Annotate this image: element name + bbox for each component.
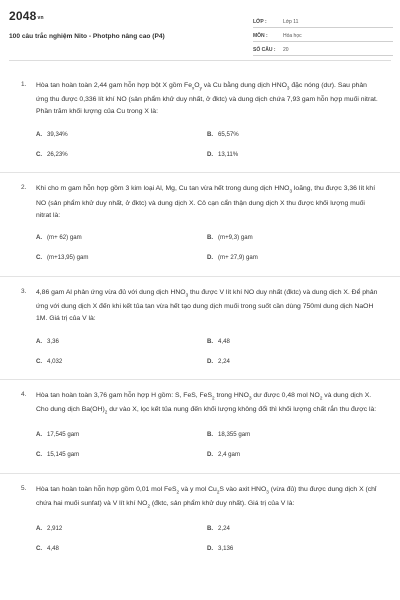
option-label: D. xyxy=(207,451,214,459)
page-header xyxy=(0,0,400,62)
option-value: 4,48 xyxy=(218,337,230,345)
option-label: A. xyxy=(36,130,43,138)
option-value: (m+13,95) gam xyxy=(47,254,89,262)
meta-key: MÔN : xyxy=(253,33,268,39)
logo-suffix: vn xyxy=(37,15,44,21)
option-value: 65,57% xyxy=(218,130,239,138)
option-label: A. xyxy=(36,431,43,439)
option-label: D. xyxy=(207,254,214,262)
question-text: Khi cho m gam hỗn hợp gồm 3 kim loại Al, Mg, Cu tan vừa hết trong dung dịch $HNO_3$ loãng, thu được 3,36 lít khí NO (sản phẩm khử duy nhất, ở đktc) và dung dịch X. Cô cạn cẩn thận dung dịch X thu được khối lượng muối nitrat là: xyxy=(36,185,376,219)
question-number: 1. xyxy=(21,81,27,88)
option-value: 4,48 xyxy=(47,545,59,553)
option-label: B. xyxy=(207,431,214,439)
option-label: D. xyxy=(207,545,214,553)
option-label: A. xyxy=(36,525,43,533)
answer-option-d[interactable] xyxy=(207,445,378,465)
question-item xyxy=(0,172,400,275)
option-value: 15,145 gam xyxy=(47,451,80,459)
question-item xyxy=(0,276,400,379)
option-value: 2,912 xyxy=(47,525,63,533)
option-value: (m+9,3) gam xyxy=(218,234,253,242)
question-number: 3. xyxy=(21,287,27,295)
meta-value: Lớp 11 xyxy=(283,19,299,25)
meta-row xyxy=(253,14,393,28)
answer-option-b[interactable] xyxy=(207,425,378,445)
answer-option-a[interactable] xyxy=(36,331,207,351)
option-label: C. xyxy=(36,357,43,365)
option-label: A. xyxy=(36,337,43,345)
answer-option-b[interactable] xyxy=(207,519,378,539)
option-label: D. xyxy=(207,357,214,365)
option-label: B. xyxy=(207,130,214,138)
answer-option-a[interactable] xyxy=(36,124,207,144)
answer-options xyxy=(36,519,378,567)
option-value: 13,11% xyxy=(218,150,239,158)
question-number: 2. xyxy=(21,184,27,192)
question-item xyxy=(0,70,400,172)
option-label: D. xyxy=(207,150,214,158)
answer-option-a[interactable] xyxy=(36,425,207,445)
option-value: (m+ 62) gam xyxy=(47,234,82,242)
answer-option-d[interactable] xyxy=(207,539,378,559)
answer-option-a[interactable] xyxy=(36,519,207,539)
answer-options xyxy=(36,228,378,276)
meta-value: 20 xyxy=(283,47,289,53)
answer-option-d[interactable] xyxy=(207,351,378,371)
answer-option-c[interactable] xyxy=(36,351,207,371)
answer-option-c[interactable] xyxy=(36,539,207,559)
question-number: 4. xyxy=(21,391,27,399)
question-number: 5. xyxy=(21,484,27,492)
meta-key: SỐ CÂU : xyxy=(253,47,276,53)
question-text: Hòa tan hoàn toàn 2,44 gam hỗn hợp bột X gồm $Fe_xO_y$ và Cu bằng dung dịch $HNO_3$ đặc nóng (dư). Sau phản ứng thu được 0,336 lít khí NO (sản phẩm khử duy nhất, ở đktc) và dung dịch chứa 7,93 gam hỗn hợp muối nitrat. Phần trăm khối lượng của Cu trong X là: xyxy=(36,82,378,116)
question-item xyxy=(0,379,400,473)
meta-row xyxy=(253,28,393,42)
meta-key: LỚP : xyxy=(253,19,267,25)
page-title: 100 câu trắc nghiệm Nito - Photpho nâng cao (P4) xyxy=(9,33,165,40)
option-label: B. xyxy=(207,234,214,242)
option-value: 3,36 xyxy=(47,337,59,345)
logo-text: 2048 xyxy=(9,9,37,23)
question-list xyxy=(0,70,400,567)
answer-option-d[interactable] xyxy=(207,248,378,268)
meta-table xyxy=(253,14,393,56)
option-value: 2,24 xyxy=(218,357,230,365)
option-value: 4,032 xyxy=(47,357,63,365)
option-value: (m+ 27,9) gam xyxy=(218,254,258,262)
question-text: 4,86 gam Al phản ứng vừa đủ với dung dịch $HNO_3$ thu được V lít khí NO duy nhất (đktc) và dung dịch X. Để phản ứng với dung dịch X đến khi kết tủa tan vừa hết tạo dung dịch muối trong suốt cần dùng 750ml dung dịch NaOH 1M. Giá trị của V là: xyxy=(36,288,378,323)
answer-option-b[interactable] xyxy=(207,124,378,144)
option-value: 18,355 gam xyxy=(218,431,251,439)
meta-value: Hóa học xyxy=(283,33,302,39)
option-value: 2,24 xyxy=(218,525,230,533)
answer-option-b[interactable] xyxy=(207,331,378,351)
answer-option-c[interactable] xyxy=(36,144,207,164)
answer-option-a[interactable] xyxy=(36,228,207,248)
option-value: 3,136 xyxy=(218,545,234,553)
answer-option-c[interactable] xyxy=(36,248,207,268)
question-text: Hòa tan hoàn toàn 3,76 gam hỗn hợp H gồm: S, FeS, FeS$_2$ trong $HNO_3$ dư được 0,48 mol $NO_2$ và dung dịch X. Cho dung dịch $Ba(OH)_2$ dư vào X, lọc kết tủa nung đến khối lượng không đổi thì khối lượng chất rắn thu được là: xyxy=(36,392,377,415)
option-value: 39,34% xyxy=(47,130,68,138)
option-label: C. xyxy=(36,150,43,158)
option-label: C. xyxy=(36,451,43,459)
answer-options xyxy=(36,425,378,473)
option-value: 17,545 gam xyxy=(47,431,80,439)
header-divider xyxy=(9,60,391,61)
option-value: 2,4 gam xyxy=(218,451,241,459)
option-label: B. xyxy=(207,525,214,533)
meta-row xyxy=(253,42,393,56)
option-label: C. xyxy=(36,545,43,553)
answer-options xyxy=(36,331,378,379)
answer-option-b[interactable] xyxy=(207,228,378,248)
question-item xyxy=(0,473,400,567)
answer-options xyxy=(36,124,378,172)
site-logo[interactable] xyxy=(9,9,44,23)
option-label: C. xyxy=(36,254,43,262)
option-label: A. xyxy=(36,234,43,242)
option-label: B. xyxy=(207,337,214,345)
question-text: Hòa tan hoàn toàn hỗn hợp gồm 0,01 mol FeS$_2$ và y mol $Cu_2S$ vào axit $HNO_3$ (vừa đủ) thu được dung dịch X (chỉ chứa hai muối sunfat) và V lít khí $NO_2$ (đktc, sản phẩm khử duy nhất). Giá trị của V là: xyxy=(36,485,377,509)
option-value: 26,23% xyxy=(47,150,68,158)
answer-option-c[interactable] xyxy=(36,445,207,465)
answer-option-d[interactable] xyxy=(207,144,378,164)
